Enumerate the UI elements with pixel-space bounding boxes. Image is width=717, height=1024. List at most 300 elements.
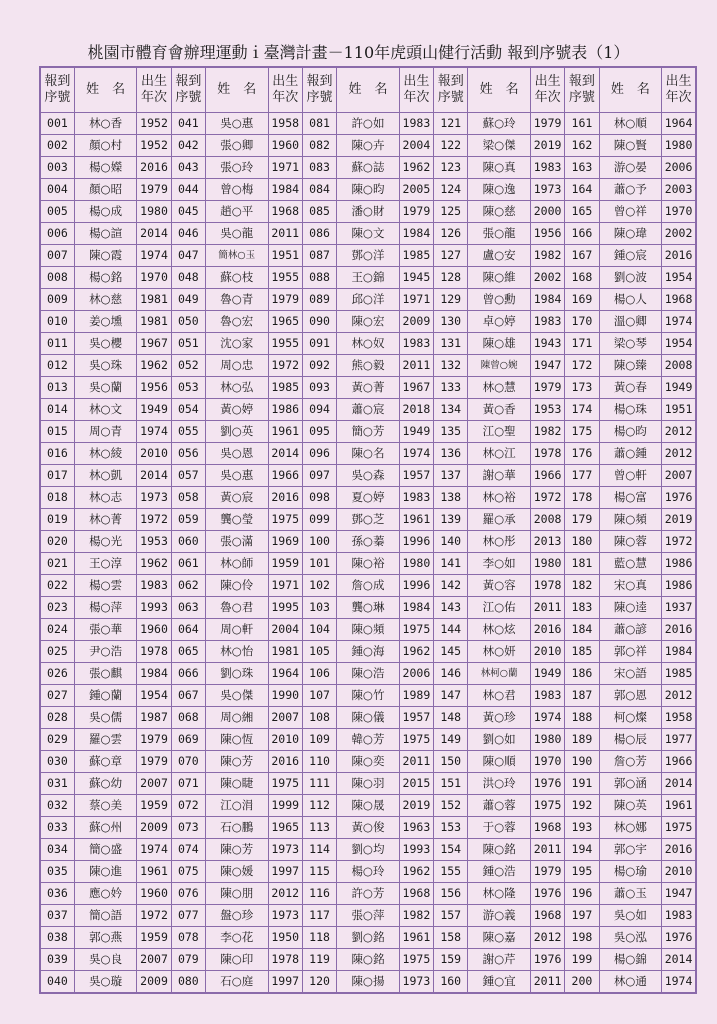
header-name: 姓 名 <box>337 67 400 113</box>
reg-number: 024 <box>40 619 74 641</box>
reg-number: 157 <box>434 905 468 927</box>
participant-name: 楊○光 <box>74 531 137 553</box>
reg-number: 170 <box>565 311 599 333</box>
participant-name: 陳○裕 <box>337 553 400 575</box>
birth-year: 1968 <box>530 905 564 927</box>
reg-number: 155 <box>434 861 468 883</box>
birth-year: 1979 <box>530 861 564 883</box>
reg-number: 141 <box>434 553 468 575</box>
participant-name: 江○佑 <box>468 597 531 619</box>
participant-name: 卓○婷 <box>468 311 531 333</box>
reg-number: 122 <box>434 135 468 157</box>
reg-number: 086 <box>302 223 336 245</box>
participant-name: 張○滿 <box>206 531 269 553</box>
reg-number: 070 <box>171 751 205 773</box>
reg-number: 162 <box>565 135 599 157</box>
birth-year: 1984 <box>662 641 696 663</box>
participant-name: 黃○容 <box>468 575 531 597</box>
participant-name: 楊○富 <box>599 487 662 509</box>
birth-year: 1951 <box>268 245 302 267</box>
birth-year: 1976 <box>662 487 696 509</box>
participant-name: 陳○朋 <box>206 883 269 905</box>
birth-year: 1971 <box>399 289 433 311</box>
reg-number: 011 <box>40 333 74 355</box>
birth-year: 1976 <box>530 883 564 905</box>
birth-year: 2011 <box>530 839 564 861</box>
birth-year: 2016 <box>662 245 696 267</box>
reg-number: 146 <box>434 663 468 685</box>
participant-name: 梁○傑 <box>468 135 531 157</box>
reg-number: 056 <box>171 443 205 465</box>
participant-name: 蕭○玉 <box>599 883 662 905</box>
reg-number: 159 <box>434 949 468 971</box>
reg-number: 165 <box>565 201 599 223</box>
birth-year: 2016 <box>268 751 302 773</box>
reg-number: 046 <box>171 223 205 245</box>
reg-number: 164 <box>565 179 599 201</box>
birth-year: 2010 <box>137 443 171 465</box>
reg-number: 038 <box>40 927 74 949</box>
participant-name: 石○鵬 <box>206 817 269 839</box>
reg-number: 183 <box>565 597 599 619</box>
birth-year: 2014 <box>662 949 696 971</box>
reg-number: 106 <box>302 663 336 685</box>
reg-number: 078 <box>171 927 205 949</box>
birth-year: 1989 <box>399 685 433 707</box>
reg-number: 041 <box>171 113 205 135</box>
participant-name: 陳○媛 <box>206 861 269 883</box>
birth-year: 1961 <box>399 927 433 949</box>
header-year: 出生年次 <box>399 67 433 113</box>
participant-name: 尹○浩 <box>74 641 137 663</box>
birth-year: 1986 <box>268 399 302 421</box>
reg-number: 153 <box>434 817 468 839</box>
header-year: 出生年次 <box>268 67 302 113</box>
header-name: 姓 名 <box>599 67 662 113</box>
participant-name: 江○涓 <box>206 795 269 817</box>
reg-number: 111 <box>302 773 336 795</box>
reg-number: 117 <box>302 905 336 927</box>
reg-number: 002 <box>40 135 74 157</box>
table-row <box>40 817 696 839</box>
reg-number: 080 <box>171 971 205 994</box>
reg-number: 148 <box>434 707 468 729</box>
table-row <box>40 509 696 531</box>
reg-number: 137 <box>434 465 468 487</box>
reg-number: 110 <box>302 751 336 773</box>
reg-number: 067 <box>171 685 205 707</box>
participant-name: 陳○羽 <box>337 773 400 795</box>
participant-name: 蕭○諺 <box>599 619 662 641</box>
reg-number: 160 <box>434 971 468 994</box>
birth-year: 2007 <box>662 465 696 487</box>
reg-number: 051 <box>171 333 205 355</box>
participant-name: 許○芳 <box>337 883 400 905</box>
participant-name: 顏○昭 <box>74 179 137 201</box>
participant-name: 林○君 <box>468 685 531 707</box>
participant-name: 林○綾 <box>74 443 137 465</box>
participant-name: 顏○村 <box>74 135 137 157</box>
reg-number: 133 <box>434 377 468 399</box>
participant-name: 鍾○宸 <box>599 245 662 267</box>
birth-year: 2004 <box>268 619 302 641</box>
reg-number: 092 <box>302 355 336 377</box>
participant-name: 夏○婷 <box>337 487 400 509</box>
table-row <box>40 883 696 905</box>
participant-name: 蘇○章 <box>74 751 137 773</box>
participant-name: 吳○森 <box>337 465 400 487</box>
participant-name: 鍾○宜 <box>468 971 531 994</box>
reg-number: 163 <box>565 157 599 179</box>
table-row <box>40 443 696 465</box>
reg-number: 135 <box>434 421 468 443</box>
birth-year: 1973 <box>399 971 433 994</box>
birth-year: 2007 <box>137 773 171 795</box>
participant-name: 劉○珠 <box>206 663 269 685</box>
reg-number: 185 <box>565 641 599 663</box>
participant-name: 陳○真 <box>468 157 531 179</box>
reg-number: 018 <box>40 487 74 509</box>
reg-number: 130 <box>434 311 468 333</box>
participant-name: 洪○玲 <box>468 773 531 795</box>
participant-name: 楊○成 <box>74 201 137 223</box>
reg-number: 079 <box>171 949 205 971</box>
reg-number: 042 <box>171 135 205 157</box>
birth-year: 1962 <box>399 861 433 883</box>
birth-year: 1949 <box>530 663 564 685</box>
reg-number: 142 <box>434 575 468 597</box>
birth-year: 2006 <box>399 663 433 685</box>
reg-number: 050 <box>171 311 205 333</box>
birth-year: 1968 <box>268 201 302 223</box>
reg-number: 101 <box>302 553 336 575</box>
table-row <box>40 685 696 707</box>
reg-number: 072 <box>171 795 205 817</box>
reg-number: 059 <box>171 509 205 531</box>
birth-year: 2019 <box>399 795 433 817</box>
participant-name: 羅○承 <box>468 509 531 531</box>
reg-number: 186 <box>565 663 599 685</box>
reg-number: 057 <box>171 465 205 487</box>
birth-year: 1973 <box>137 487 171 509</box>
birth-year: 2019 <box>662 509 696 531</box>
reg-number: 058 <box>171 487 205 509</box>
birth-year: 1977 <box>662 729 696 751</box>
participant-name: 王○淳 <box>74 553 137 575</box>
birth-year: 1979 <box>530 113 564 135</box>
birth-year: 1975 <box>399 619 433 641</box>
participant-name: 吳○璇 <box>74 971 137 994</box>
participant-name: 吳○蘭 <box>74 377 137 399</box>
birth-year: 1979 <box>268 289 302 311</box>
birth-year: 1973 <box>268 905 302 927</box>
birth-year: 2018 <box>399 399 433 421</box>
reg-number: 006 <box>40 223 74 245</box>
participant-name: 李○如 <box>468 553 531 575</box>
birth-year: 1961 <box>662 795 696 817</box>
reg-number: 085 <box>302 201 336 223</box>
table-row <box>40 729 696 751</box>
birth-year: 1983 <box>530 685 564 707</box>
reg-number: 199 <box>565 949 599 971</box>
birth-year: 1967 <box>137 333 171 355</box>
participant-name: 陳○維 <box>468 267 531 289</box>
birth-year: 2010 <box>662 861 696 883</box>
reg-number: 177 <box>565 465 599 487</box>
birth-year: 1967 <box>399 377 433 399</box>
participant-name: 魯○青 <box>206 289 269 311</box>
reg-number: 054 <box>171 399 205 421</box>
reg-number: 075 <box>171 861 205 883</box>
participant-name: 魯○宏 <box>206 311 269 333</box>
reg-number: 114 <box>302 839 336 861</box>
header-year: 出生年次 <box>530 67 564 113</box>
birth-year: 2011 <box>399 751 433 773</box>
birth-year: 2011 <box>268 223 302 245</box>
header-no: 報到序號 <box>302 67 336 113</box>
reg-number: 107 <box>302 685 336 707</box>
birth-year: 1983 <box>137 575 171 597</box>
birth-year: 1975 <box>530 795 564 817</box>
participant-name: 蔡○美 <box>74 795 137 817</box>
table-row <box>40 663 696 685</box>
birth-year: 2008 <box>530 509 564 531</box>
reg-number: 071 <box>171 773 205 795</box>
registration-table <box>39 66 697 994</box>
participant-name: 林○志 <box>74 487 137 509</box>
reg-number: 047 <box>171 245 205 267</box>
reg-number: 029 <box>40 729 74 751</box>
participant-name: 黃○俊 <box>337 817 400 839</box>
participant-name: 黃○婷 <box>206 399 269 421</box>
reg-number: 012 <box>40 355 74 377</box>
birth-year: 1979 <box>137 729 171 751</box>
participant-name: 石○庭 <box>206 971 269 994</box>
table-row <box>40 289 696 311</box>
table-row <box>40 971 696 994</box>
birth-year: 1978 <box>268 949 302 971</box>
reg-number: 103 <box>302 597 336 619</box>
participant-name: 林○怡 <box>206 641 269 663</box>
birth-year: 1971 <box>268 157 302 179</box>
participant-name: 游○晏 <box>599 157 662 179</box>
reg-number: 097 <box>302 465 336 487</box>
participant-name: 林○江 <box>468 443 531 465</box>
participant-name: 郭○燕 <box>74 927 137 949</box>
table-row <box>40 641 696 663</box>
participant-name: 陳○慈 <box>468 201 531 223</box>
birth-year: 1953 <box>137 531 171 553</box>
reg-number: 064 <box>171 619 205 641</box>
table-row <box>40 795 696 817</box>
participant-name: 鄧○芝 <box>337 509 400 531</box>
reg-number: 132 <box>434 355 468 377</box>
birth-year: 1974 <box>399 443 433 465</box>
birth-year: 1949 <box>399 421 433 443</box>
participant-name: 林○奴 <box>337 333 400 355</box>
birth-year: 1968 <box>530 817 564 839</box>
birth-year: 1959 <box>268 553 302 575</box>
participant-name: 郭○祥 <box>599 641 662 663</box>
birth-year: 1978 <box>530 575 564 597</box>
reg-number: 040 <box>40 971 74 994</box>
birth-year: 1973 <box>268 839 302 861</box>
reg-number: 102 <box>302 575 336 597</box>
participant-name: 陳○銘 <box>468 839 531 861</box>
reg-number: 181 <box>565 553 599 575</box>
birth-year: 1983 <box>530 157 564 179</box>
participant-name: 楊○銘 <box>74 267 137 289</box>
reg-number: 083 <box>302 157 336 179</box>
birth-year: 1968 <box>399 883 433 905</box>
table-row <box>40 487 696 509</box>
header-year: 出生年次 <box>662 67 696 113</box>
birth-year: 1966 <box>268 465 302 487</box>
reg-number: 129 <box>434 289 468 311</box>
reg-number: 200 <box>565 971 599 994</box>
birth-year: 1975 <box>399 729 433 751</box>
birth-year: 1954 <box>662 333 696 355</box>
birth-year: 1950 <box>268 927 302 949</box>
participant-name: 孫○蓁 <box>337 531 400 553</box>
birth-year: 1961 <box>268 421 302 443</box>
reg-number: 008 <box>40 267 74 289</box>
birth-year: 1972 <box>137 905 171 927</box>
participant-name: 姜○壎 <box>74 311 137 333</box>
reg-number: 091 <box>302 333 336 355</box>
table-row <box>40 355 696 377</box>
birth-year: 1982 <box>530 245 564 267</box>
participant-name: 沈○家 <box>206 333 269 355</box>
participant-name: 詹○芳 <box>599 751 662 773</box>
reg-number: 193 <box>565 817 599 839</box>
reg-number: 189 <box>565 729 599 751</box>
table-row <box>40 553 696 575</box>
participant-name: 陳○頻 <box>599 509 662 531</box>
participant-name: 蕭○宸 <box>337 399 400 421</box>
birth-year: 2014 <box>137 465 171 487</box>
reg-number: 179 <box>565 509 599 531</box>
birth-year: 1975 <box>662 817 696 839</box>
birth-year: 1980 <box>662 135 696 157</box>
reg-number: 076 <box>171 883 205 905</box>
birth-year: 2014 <box>662 773 696 795</box>
birth-year: 1983 <box>399 333 433 355</box>
birth-year: 1945 <box>399 267 433 289</box>
participant-name: 游○義 <box>468 905 531 927</box>
participant-name: 楊○嬫 <box>74 157 137 179</box>
reg-number: 125 <box>434 201 468 223</box>
birth-year: 2010 <box>530 641 564 663</box>
reg-number: 001 <box>40 113 74 135</box>
reg-number: 032 <box>40 795 74 817</box>
reg-number: 009 <box>40 289 74 311</box>
table-row <box>40 773 696 795</box>
reg-number: 196 <box>565 883 599 905</box>
birth-year: 1978 <box>137 641 171 663</box>
birth-year: 1984 <box>137 663 171 685</box>
participant-name: 鍾○海 <box>337 641 400 663</box>
participant-name: 許○如 <box>337 113 400 135</box>
table-row <box>40 905 696 927</box>
participant-name: 郭○恩 <box>599 685 662 707</box>
reg-number: 108 <box>302 707 336 729</box>
reg-number: 187 <box>565 685 599 707</box>
birth-year: 1963 <box>399 817 433 839</box>
participant-name: 陳○竹 <box>337 685 400 707</box>
birth-year: 1975 <box>268 509 302 531</box>
participant-name: 韓○芳 <box>337 729 400 751</box>
participant-name: 曾○勳 <box>468 289 531 311</box>
reg-number: 043 <box>171 157 205 179</box>
participant-name: 郭○涵 <box>599 773 662 795</box>
birth-year: 1960 <box>137 619 171 641</box>
participant-name: 楊○辰 <box>599 729 662 751</box>
reg-number: 098 <box>302 487 336 509</box>
reg-number: 151 <box>434 773 468 795</box>
participant-name: 蕭○蓉 <box>468 795 531 817</box>
birth-year: 1955 <box>268 333 302 355</box>
birth-year: 1999 <box>268 795 302 817</box>
participant-name: 劉○銘 <box>337 927 400 949</box>
participant-name: 楊○珠 <box>599 399 662 421</box>
reg-number: 005 <box>40 201 74 223</box>
participant-name: 曾○梅 <box>206 179 269 201</box>
reg-number: 023 <box>40 597 74 619</box>
participant-name: 張○玲 <box>206 157 269 179</box>
participant-name: 蕭○鍾 <box>599 443 662 465</box>
participant-name: 鄧○洋 <box>337 245 400 267</box>
birth-year: 1980 <box>530 729 564 751</box>
birth-year: 1964 <box>662 113 696 135</box>
birth-year: 2016 <box>268 487 302 509</box>
participant-name: 林○弘 <box>206 377 269 399</box>
reg-number: 112 <box>302 795 336 817</box>
birth-year: 1951 <box>662 399 696 421</box>
birth-year: 1947 <box>530 355 564 377</box>
birth-year: 1970 <box>662 201 696 223</box>
birth-year: 1962 <box>399 641 433 663</box>
reg-number: 069 <box>171 729 205 751</box>
participant-name: 蘇○幼 <box>74 773 137 795</box>
participant-name: 魯○君 <box>206 597 269 619</box>
table-row <box>40 223 696 245</box>
participant-name: 江○聖 <box>468 421 531 443</box>
birth-year: 1966 <box>530 465 564 487</box>
birth-year: 1973 <box>530 179 564 201</box>
reg-number: 156 <box>434 883 468 905</box>
reg-number: 126 <box>434 223 468 245</box>
birth-year: 2009 <box>399 311 433 333</box>
reg-number: 094 <box>302 399 336 421</box>
reg-number: 030 <box>40 751 74 773</box>
participant-name: 吳○泓 <box>599 927 662 949</box>
reg-number: 158 <box>434 927 468 949</box>
participant-name: 趙○平 <box>206 201 269 223</box>
header-name: 姓 名 <box>74 67 137 113</box>
participant-name: 蘇○枝 <box>206 267 269 289</box>
participant-name: 溫○卿 <box>599 311 662 333</box>
table-row <box>40 311 696 333</box>
participant-name: 張○萍 <box>337 905 400 927</box>
birth-year: 1983 <box>662 905 696 927</box>
participant-name: 王○錦 <box>337 267 400 289</box>
reg-number: 149 <box>434 729 468 751</box>
participant-name: 熊○毅 <box>337 355 400 377</box>
participant-name: 張○麒 <box>74 663 137 685</box>
reg-number: 178 <box>565 487 599 509</box>
participant-name: 陳○臻 <box>599 355 662 377</box>
